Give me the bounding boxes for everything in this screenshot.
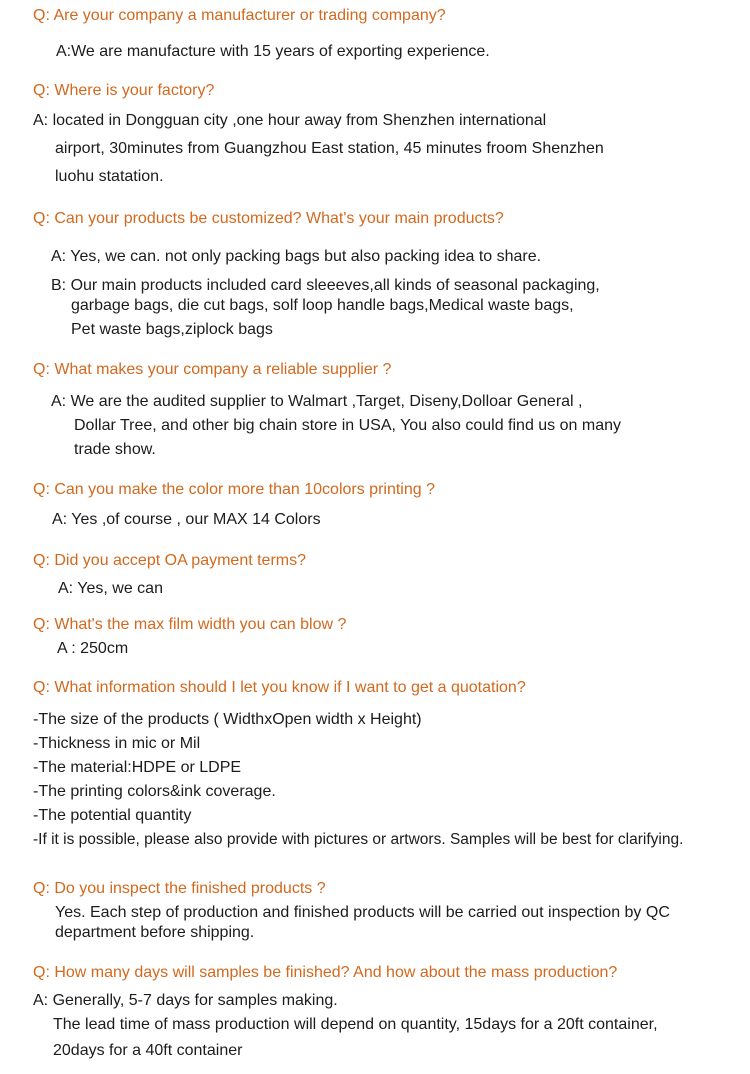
answer-9-line-1: Yes. Each step of production and finished products will be carried out inspection by QC [55, 904, 670, 921]
answer-2-line-3: luohu statation. [55, 168, 164, 185]
answer-4-line-2: Dollar Tree, and other big chain store in USA, You also could find us on many [74, 417, 621, 434]
answer-4-line-1: A: We are the audited supplier to Walmart ,Target, Diseny,Dolloar General , [51, 393, 583, 410]
answer-10-line-3: 20days for a 40ft container [53, 1042, 243, 1059]
answer-7: A : 250cm [57, 640, 129, 657]
answer-5: A: Yes ,of course , our MAX 14 Colors [52, 511, 321, 528]
question-4: Q: What makes your company a reliable supplier ? [33, 361, 392, 378]
quote-info-item: -If it is possible, please also provide with pictures or artwors. Samples will be best for clarifying. [33, 831, 684, 848]
answer-3-line-4: Pet waste bags,ziplock bags [71, 321, 273, 338]
question-3: Q: Can your products be customized? What's your main products? [33, 210, 504, 227]
answer-3-line-1: A: Yes, we can. not only packing bags but also packing idea to share. [51, 248, 542, 265]
question-1: Q: Are your company a manufacturer or trading company? [33, 7, 446, 24]
question-9: Q: Do you inspect the finished products ? [33, 880, 326, 897]
answer-3-line-2: B: Our main products included card sleeeves,all kinds of seasonal packaging, [51, 277, 600, 294]
question-6: Q: Did you accept OA payment terms? [33, 552, 307, 569]
question-2: Q: Where is your factory? [33, 82, 215, 99]
question-5: Q: Can you make the color more than 10colors printing ? [33, 481, 435, 498]
question-10: Q: How many days will samples be finished? And how about the mass production? [33, 964, 618, 981]
quote-info-item: -The size of the products ( WidthxOpen width x Height) [33, 711, 422, 728]
answer-1: A:We are manufacture with 15 years of exporting experience. [56, 43, 490, 60]
answer-4-line-3: trade show. [74, 441, 156, 458]
answer-3-line-3: garbage bags, die cut bags, solf loop handle bags,Medical waste bags, [71, 297, 574, 314]
answer-10-line-1: A: Generally, 5-7 days for samples making. [33, 992, 338, 1009]
question-8: Q: What information should I let you know if I want to get a quotation? [33, 679, 526, 696]
answer-9-line-2: department before shipping. [55, 924, 255, 941]
answer-2-line-1: A: located in Dongguan city ,one hour away from Shenzhen international [33, 112, 547, 129]
quote-info-item: -The material:HDPE or LDPE [33, 759, 242, 776]
answer-2-line-2: airport, 30minutes from Guangzhou East station, 45 minutes froom Shenzhen [55, 140, 604, 157]
quote-info-item: -Thickness in mic or Mil [33, 735, 201, 752]
quote-info-item: -The printing colors&ink coverage. [33, 783, 276, 800]
answer-6: A: Yes, we can [58, 580, 163, 597]
answer-10-line-2: The lead time of mass production will depend on quantity, 15days for a 20ft container, [53, 1016, 658, 1033]
quote-info-item: -The potential quantity [33, 807, 192, 824]
question-7: Q: What's the max film width you can blow ? [33, 616, 347, 633]
